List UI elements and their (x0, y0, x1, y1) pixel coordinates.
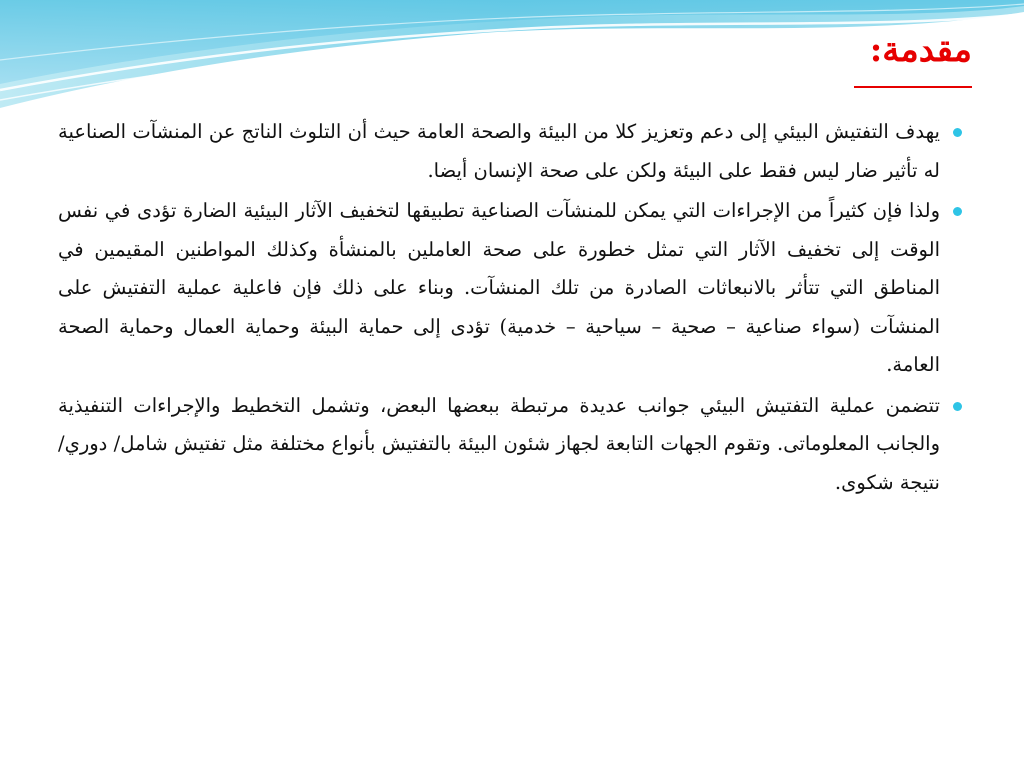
bullet-item (58, 387, 962, 503)
slide-title: مقدمة: (869, 30, 972, 70)
bullet-text: ولذا فإن كثيراً من الإجراءات التي يمكن للمنشآت الصناعية تطبيقها لتخفيف الآثار البيئية الضارة تؤدى في نفس الوقت إلى تخفيف الآثار التي تمثل خطورة على صحة العاملين بالمنشأة وكذلك المواطنين المقيمين في المناطق التي تتأثر بالانبعاثات الصادرة من تلك المنشآت. وبناء على ذلك فإن فاعلية عملية التفتيش على المنشآت (سواء صناعية – صحية – سياحية – خدمية) تؤدى إلى حماية البيئة وحماية العمال وحماية الصحة العامة. (58, 199, 940, 376)
title-underline (854, 86, 972, 88)
bullet-text: يهدف التفتيش البيئي إلى دعم وتعزيز كلا من البيئة والصحة العامة حيث أن التلوث الناتج عن المنشآت الصناعية له تأثير ضار ليس فقط على البيئة ولكن على صحة الإنسان أيضا. (58, 120, 940, 182)
bullet-text: تتضمن عملية التفتيش البيئي جوانب عديدة مرتبطة ببعضها البعض، وتشمل التخطيط والإجراءات التنفيذية والجانب المعلوماتى. وتقوم الجهات التابعة لجهاز شئون البيئة بالتفتيش بأنواع مختلفة مثل تفتيش شامل/ دوري/ نتيجة شكوى. (58, 393, 940, 494)
title-container (870, 26, 972, 76)
slide-content (58, 113, 962, 504)
bullet-list (58, 113, 962, 502)
bullet-item (58, 192, 962, 385)
bullet-dot-icon (953, 402, 962, 411)
bullet-item (58, 113, 962, 190)
bullet-dot-icon (953, 207, 962, 216)
bullet-dot-icon (953, 128, 962, 137)
